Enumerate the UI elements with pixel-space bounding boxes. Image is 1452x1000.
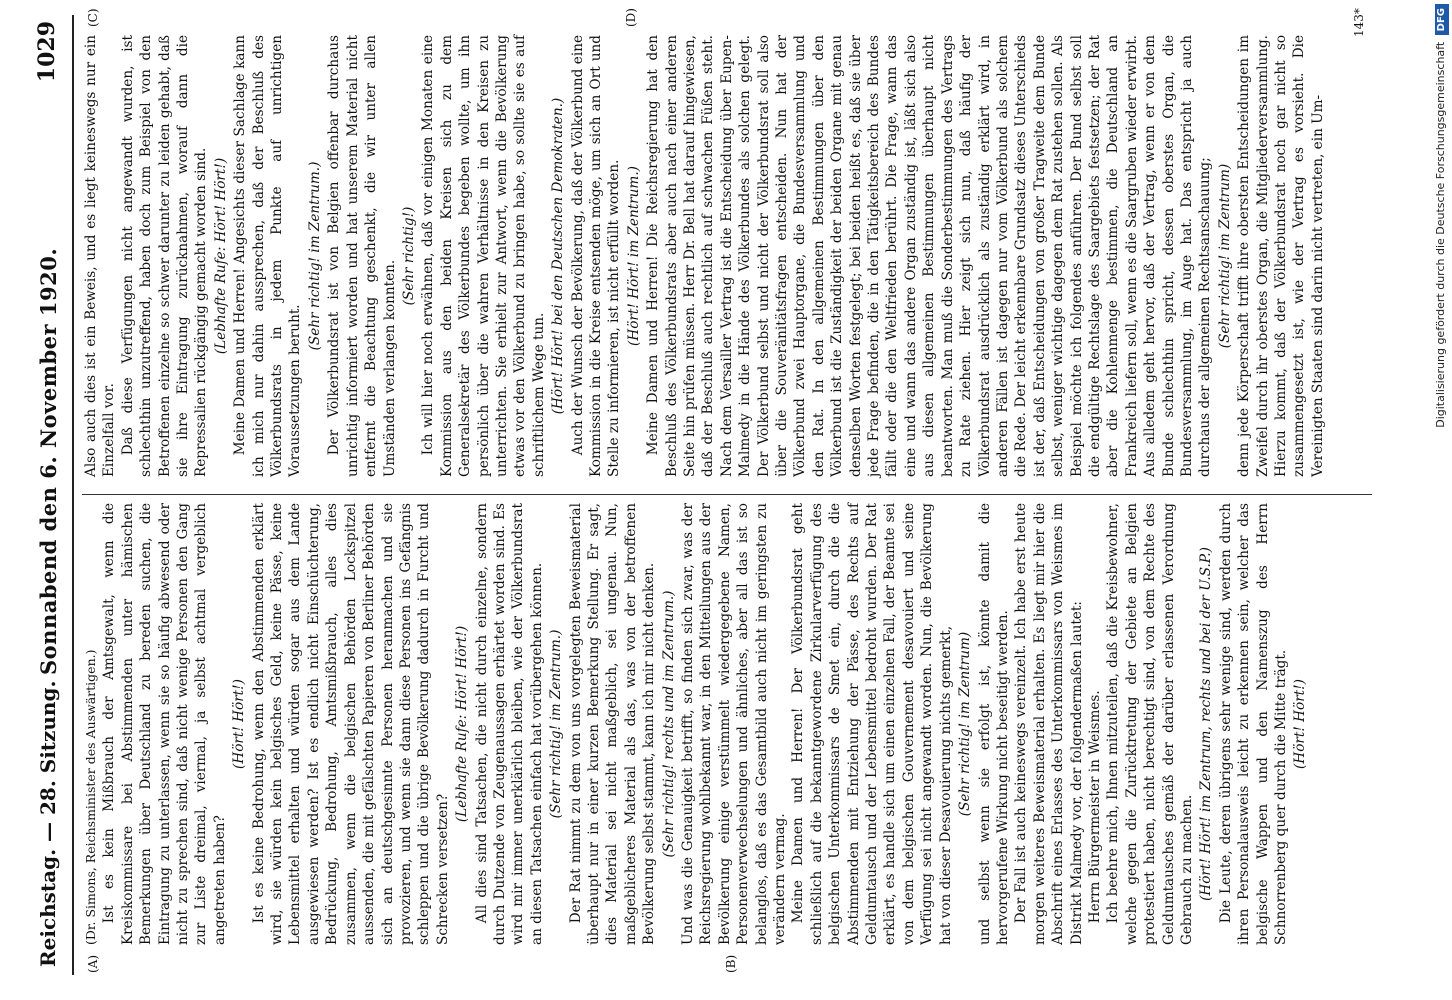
paragraph: All dies sind Tatsachen, die nicht durch einzelne, sondern durch Dutzende von Zeugenaussagen erhärtet worden sind. Es wird mir immer unerklärlich bleiben, wie der Völkerbundsrat an diesen Tatsachen einfach hat vorübergehen können. — [473, 503, 545, 945]
interjection: (Sehr richtig! im Zentrum) — [957, 631, 974, 817]
margin-mark-c: (C) — [86, 8, 100, 27]
paragraph: und selbst wenn sie erfolgt ist, könnte damit die hervorgerufene Wirkung nicht beseitigt werden. — [976, 503, 1011, 945]
interjection: (Lebhafte Rufe: Hört! Hört!) — [454, 625, 471, 823]
interjection: (Hört! Hört!) — [1292, 679, 1309, 769]
paragraph: Meine Damen und Herren! Der Völkerbundsrat geht schließlich auf die bekanntgewordene Zirkularverfügung des belgischen Unterkommissars de Smet ein, durch die die Abstimmenden mit Entziehung der Pässe, des Rechts auf Geldumtausch und der Lebensmittel bedroht wurden. Der Rat erklärt, es handle sich um einen einzelnen Fall, der Beamte sei von dem belgischen Gouvernement desavouiert und seine Verfügung sei nicht angewandt worden. Nun, die Bevölkerung hat von dieser Desavouierung nichts gemerkt, — [790, 503, 954, 945]
paragraph: Und was die Genauigkeit betrifft, so finden sich zwar, was der Reichsregierung wohlbekannt war, in den Mitteilungen aus der Bevölkerung einige verstümmelt wiedergegebene Namen, Personenverwechselungen und ähnliches, aber all das ist so belanglos, daß es das Gesamtbild auch nicht im geringsten zu verändern vermag. — [680, 503, 789, 945]
paragraph: Auch der Wunsch der Bevölkerung, daß der Völkerbund eine Kommission in die Kreise entsenden möge, um sich an Ort und Stelle zu informieren, ist nicht erfüllt worden. — [569, 35, 623, 477]
column-divider — [82, 494, 1372, 495]
scanned-page — [24, 8, 1404, 975]
paragraph: Ich will hier noch erwähnen, daß vor einigen Monaten eine Kommission aus den beiden Kreisen sich zu dem Generalsekretär des Völkerbundes begeben wollte, um ihn persönlich über die wahren Verhältnisse in den Kreisen zu unterrichten. Sie erhielt zur Antwort, wenn die Bevölkerung etwas vor den Völkerbund zu bringen habe, so sollte sie es auf schriftlichem Wege tun. — [420, 35, 547, 477]
quoted-text: Ich beehre mich, Ihnen mitzuteilen, daß die Kreisbewohner, welche gegen die Zurücktretung der Gebiete an Belgien protestiert haben, nicht berechtigt sind, von dem Rechte des Geldumtausches gemäß der darüber erlassenen Verordnung Gebrauch zu machen. — [1105, 503, 1195, 945]
signature-mark: 143* — [1351, 8, 1366, 37]
paragraph: Der Völkerbundsrat ist von Belgien offenbar durchaus unrichtig informiert worden und hat unserem Material nicht entfernt die Beachtung geschenkt, die wir unter allen Umständen verlangen konnten. — [326, 35, 398, 477]
paragraph: Der Fall ist auch keineswegs vereinzelt. Ich habe erst heute morgen weiteres Beweismaterial erhalten. Es liegt mir hier die Abschrift eines Erlasses des Unterkommissars von Weismes im Distrikt Malmedy vor, der folgendermaßen lautet: — [1013, 503, 1085, 945]
paragraph: Der Rat nimmt zu dem von uns vorgelegten Beweismaterial überhaupt nur in einer kurzen Bemerkung Stellung. Er sagt, dies Material sei nicht maßgeblich, sei ungenau. Nun, maßgeblicheres Material als das, was von der betroffenen Bevölkerung selbst stammt, kann ich mir nicht denken. — [567, 503, 658, 945]
dfg-logo: DFG — [1435, 4, 1449, 35]
running-head-left: Reichstag. — 28. Sitzung. — [36, 680, 60, 967]
margin-mark-b: (B) — [724, 954, 738, 973]
quoted-text: Die Leute, deren übrigens sehr wenige sind, werden durch ihren Personalausweis leicht zu erkennen sein, welcher das belgische Wappen und den Namenszug des Herrn Schnorrenberg quer durch die Mitte trägt. — [1217, 503, 1289, 945]
paragraph: Meine Damen und Herren! Die Reichsregierung hat den Beschluß des Völkerbundsrats aber auch nach einer anderen Seite hin prüfen müssen. Herr Dr. Bell hat darauf hingewiesen, daß der Beschluß auch rechtlich auf schwachen Füßen steht. Nach dem Versailler Vertrag ist die Entscheidung über Eupen-Malmedy in die Hände des Völkerbundes als solchen gelegt. Der Völkerbund selbst und nicht der Völkerbundsrat soll also über die Souveränitätsfragen entscheiden. Nun hat der Völkerbund zwei Hauptorgane, die Bundesversammlung und den Rat. In den allgemeinen Bestimmungen über den Völkerbund ist die Zuständigkeit der beiden Organe mit genau denselben Worten festgelegt; bei beiden heißt es, daß sie über jede Frage befinden, die in den Tätigkeitsbereich des Bundes fällt oder die den Weltfrieden berührt. Die Frage, wann das eine und wann das andere Organ zuständig ist, läßt sich also aus diesen allgemeinen Bestimmungen überhaupt nicht beantworten. Man muß die Sonderbestimmungen des Vertrags zu Rate ziehen. Hier zeigt sich nun, daß häufig der Völkerbundsrat ausdrücklich als zuständig erklärt wird, in anderen Fällen ist dagegen nur vom Völkerbund als solchem die Rede. Der leicht erkennbare Grundsatz dieses Unterschieds ist der, daß Entscheidungen von großer Tragweite dem Bunde selbst, weniger wichtige dagegen dem Rat zustehen sollen. Als Beispiel möchte ich folgendes anführen. Der Bund selbst soll die endgültige Rechtslage des Saargebiets festsetzen; der Rat aber die Kohlenmenge bestimmen, die Deutschland an Frankreich liefern soll, wenn es die Saargruben wieder erwirbt. Aus alledem geht hervor, daß der Vertrag, wenn er von dem Bunde schlechthin spricht, dessen oberstes Organ, die Bundesversammlung, im Auge hat. Das entspricht ja auch durchaus der allgemeinen Rechtsanschauung; — [645, 35, 1214, 477]
interjection: (Sehr richtig! im Zentrum.) — [548, 629, 565, 819]
paragraph: Ist es keine Bedrohung, wenn den Abstimmenden erklärt wird, sie würden kein belgisches Geld, keine Pässe, keine Lebensmittel erhalten und würden sogar aus dem Lande ausgewiesen werden? Ist es endlich nicht Einschüchterung, Bedrückung, Bedrohung, Amtsmißbrauch, alles dies zusammen, wenn die belgischen Behörden Lockspitzel aussenden, die mit gefälschten Papieren von Berliner Behörden sich an deutschgesinnte Personen heranmachen und sie provozieren, und wenn sie dann diese Personen ins Gefängnis schleppen und die übrige Bevölkerung dadurch in Furcht und Schrecken versetzen? — [250, 503, 451, 945]
paragraph: Daß diese Verfügungen nicht angewandt wurden, ist schlechthin unzutreffend, haben doch zum Beispiel von den Betroffenen einzelne so schwer darunter zu leiden gehabt, daß sie ihre Eintragung zurücknahmen, worauf dann die Repressalien rückgängig gemacht worden sind. — [119, 35, 210, 477]
margin-mark-d: (D) — [624, 8, 638, 27]
speaker-line: (Dr. Simons, Reichsminister des Auswärtigen.) — [83, 649, 98, 945]
running-head-date: Sonnabend den 6. November 1920. — [36, 247, 61, 675]
digitization-credit — [1408, 4, 1447, 996]
interjection: (Hört! Hört! im Zentrum, rechts und bei der U.S.P.) — [1198, 547, 1215, 901]
interjection: (Hört! Hört!) — [231, 679, 248, 769]
interjection: (Hört! Hört! bei den Deutschen Demokraten.) — [550, 97, 567, 415]
digitization-note: Digitalisierung gefördert durch die Deutsche Forschungsgemeinschaft — [1434, 41, 1447, 428]
interjection: (Sehr richtig! rechts und im Zentrum.) — [660, 590, 677, 858]
paragraph: Ist es kein Mißbrauch der Amtsgewalt, wenn die Kreiskommissare bei Abstimmenden unter hämischen Bemerkungen über Deutschland zu bereden suchen, die Eintragung zu unterlassen, wenn sie so häufig abwesend oder nicht zu sprechen sind, daß nicht wenige Personen den Gang zur Liste dreimal, viermal, ja selbst achtmal vergeblich angetreten haben? — [101, 503, 228, 945]
interjection: (Lebhafte Rufe: Hört! Hört!) — [212, 157, 229, 355]
paragraph: denn jede Körperschaft trifft ihre obersten Entscheidungen im Zweifel durch ihr oberstes Organ, die Mitgliederversammlung. Hierzu kommt, daß der Völkerbundsrat noch gar nicht so zusammengesetzt ist, wie der Vertrag es vorsieht. Die Vereinigten Staaten sind darin nicht vertreten, ein Um- — [1236, 35, 1326, 477]
interjection: (Hört! Hört! im Zentrum.) — [625, 166, 642, 346]
interjection: (Sehr richtig!) — [400, 206, 417, 306]
page-header — [24, 15, 74, 975]
right-text-column — [82, 8, 1382, 477]
interjection: (Sehr richtig! im Zentrum.) — [306, 161, 323, 351]
paragraph: Meine Damen und Herren! Angesichts dieser Sachlage kann ich mich nur dahin aussprechen, daß der Beschluß des Völkerbundsrats in jedem Punkte auf unrichtigen Voraussetzungen beruht. — [232, 35, 304, 477]
page-number: 1029 — [34, 21, 60, 83]
paragraph: Also auch dies ist ein Beweis, und es liegt keineswegs nur ein Einzelfall vor. — [83, 35, 118, 477]
left-text-column — [82, 503, 1382, 945]
margin-mark-a: (A) — [86, 954, 100, 973]
quoted-address: Herrn Bürgermeister in Weismes. — [1086, 690, 1103, 924]
interjection: (Sehr richtig! im Zentrum) — [1216, 163, 1233, 349]
